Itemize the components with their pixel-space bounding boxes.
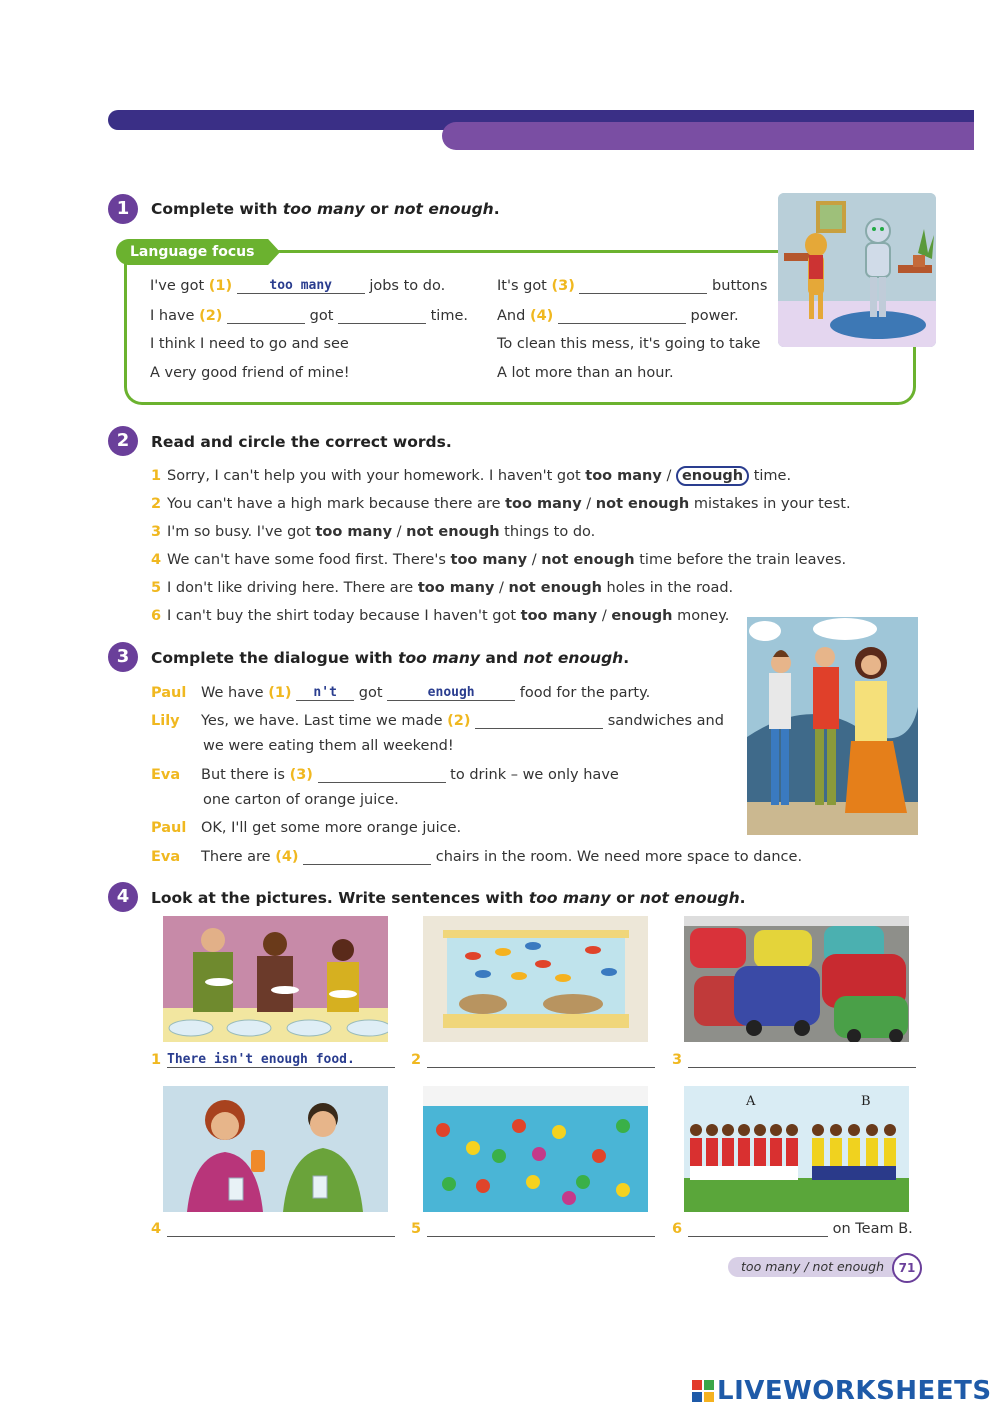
ex2-item-6-option-1[interactable]: too many xyxy=(520,608,598,624)
ex4-answer-5-field[interactable] xyxy=(427,1220,655,1237)
ex2-item-2-option-1[interactable]: too many xyxy=(505,496,582,512)
dialogue-line-4: Paul OK, I'll get some more orange juice. xyxy=(151,820,462,836)
ex2-item-5: 5 I don't like driving here. There are too many / not enough holes in the road. xyxy=(151,580,734,596)
exercise-3-number: 3 xyxy=(108,642,138,672)
ex4-answer-2: 2 xyxy=(411,1051,655,1068)
ex2-item-4-option-2[interactable]: not enough xyxy=(541,552,635,568)
ex4-answer-4: 4 xyxy=(151,1220,395,1237)
ex2-item-6-option-2[interactable]: enough xyxy=(611,608,673,624)
ex4-answer-4-field[interactable] xyxy=(167,1220,395,1237)
dialogue-answer-2[interactable] xyxy=(475,712,603,729)
team-b-label: B xyxy=(861,1094,871,1109)
dialogue-answer-4[interactable] xyxy=(303,848,431,865)
poem-line-8: A lot more than an hour. xyxy=(497,365,674,381)
ex2-item-5-option-1[interactable]: too many xyxy=(417,580,495,596)
poem-line-5: It's got (3) buttons xyxy=(497,278,768,294)
ex4-answer-1-field[interactable]: There isn't enough food. xyxy=(167,1051,395,1068)
dialogue-answer-1a[interactable]: n't xyxy=(296,684,354,701)
ex2-item-4: 4 We can't have some food first. There's too many / not enough time before the train leaves. xyxy=(151,552,847,568)
language-focus-tag: Language focus xyxy=(116,239,268,265)
header-band-light xyxy=(442,122,974,150)
dialogue-line-1: Paul We have (1) n't got enough food for the party. xyxy=(151,685,651,701)
exercise-1-number: 1 xyxy=(108,194,138,224)
poem-line-7: To clean this mess, it's going to take xyxy=(497,336,761,352)
empty-plates-picture xyxy=(163,916,388,1042)
liveworksheets-wordmark: LIVEWORKSHEETS xyxy=(717,1376,992,1406)
robot-cheetah-picture xyxy=(778,193,936,347)
dialogue-line-2-cont: we were eating them all weekend! xyxy=(203,738,454,754)
ex2-item-6: 6 I can't buy the shirt today because I haven't got too many / enough money. xyxy=(151,608,730,624)
poem-line-3: I think I need to go and see xyxy=(150,336,349,352)
exercise-3-heading: Complete the dialogue with too many and not enough. xyxy=(151,649,630,667)
footer-topic: too many / not enough xyxy=(728,1257,918,1277)
answer-2b-field[interactable] xyxy=(338,307,426,324)
ex2-item-3-option-1[interactable]: too many xyxy=(315,524,393,540)
answer-2a-field[interactable] xyxy=(227,307,305,324)
swimming-pool-picture xyxy=(423,1086,648,1212)
dialogue-line-5: Eva There are (4) chairs in the room. We need more space to dance. xyxy=(151,849,803,865)
ex2-item-5-option-2[interactable]: not enough xyxy=(508,580,602,596)
ex4-answer-6-field[interactable] xyxy=(688,1220,828,1237)
answer-3-field[interactable] xyxy=(579,277,707,294)
party-people-picture xyxy=(747,617,918,835)
ex4-answer-5: 5 xyxy=(411,1220,655,1237)
liveworksheets-logo-icon xyxy=(692,1380,714,1402)
poem-line-4: A very good friend of mine! xyxy=(150,365,350,381)
drinks-picture xyxy=(163,1086,388,1212)
dialogue-line-3: Eva But there is (3) to drink – we only have xyxy=(151,767,619,783)
traffic-jam-picture xyxy=(684,916,909,1042)
ex2-item-1: 1 Sorry, I can't help you with your homework. I haven't got too many / enough time. xyxy=(151,468,792,484)
ex2-item-4-option-1[interactable]: too many xyxy=(450,552,528,568)
ex4-answer-6: 6 on Team B. xyxy=(672,1221,913,1237)
poem-line-2: I have (2) got time. xyxy=(150,308,468,324)
ex4-answer-1: 1 There isn't enough food. xyxy=(151,1051,395,1068)
ex4-answer-3-field[interactable] xyxy=(688,1051,916,1068)
ex4-answer-3: 3 xyxy=(672,1051,916,1068)
exercise-1-heading: Complete with too many or not enough. xyxy=(151,200,500,218)
ex2-item-3: 3 I'm so busy. I've got too many / not enough things to do. xyxy=(151,524,596,540)
liveworksheets-logo xyxy=(692,1376,992,1406)
answer-4-field[interactable] xyxy=(558,307,686,324)
dialogue-answer-3[interactable] xyxy=(318,766,446,783)
poem-line-6: And (4) power. xyxy=(497,308,739,324)
poem-line-1: I've got (1) too many jobs to do. xyxy=(150,278,446,294)
page-number: 71 xyxy=(892,1253,922,1283)
ex2-item-1-option-1[interactable]: too many xyxy=(585,468,662,484)
ex2-item-3-option-2[interactable]: not enough xyxy=(406,524,500,540)
answer-1-field[interactable]: too many xyxy=(237,277,365,294)
ex2-item-1-option-2-circled[interactable]: enough xyxy=(676,466,749,486)
football-teams-picture xyxy=(684,1086,909,1212)
exercise-4-heading: Look at the pictures. Write sentences with too many or not enough. xyxy=(151,889,746,907)
ex2-item-2-option-2[interactable]: not enough xyxy=(595,496,690,512)
team-a-label: A xyxy=(746,1094,756,1109)
ex2-item-2: 2 You can't have a high mark because there are too many / not enough mistakes in your test. xyxy=(151,496,851,512)
dialogue-line-2: Lily Yes, we have. Last time we made (2) sandwiches and xyxy=(151,713,724,729)
fish-tank-picture xyxy=(423,916,648,1042)
dialogue-line-3-cont: one carton of orange juice. xyxy=(203,792,399,808)
ex4-answer-2-field[interactable] xyxy=(427,1051,655,1068)
exercise-4-number: 4 xyxy=(108,882,138,912)
exercise-2-number: 2 xyxy=(108,426,138,456)
exercise-2-heading: Read and circle the correct words. xyxy=(151,433,452,451)
dialogue-answer-1b[interactable]: enough xyxy=(387,684,515,701)
